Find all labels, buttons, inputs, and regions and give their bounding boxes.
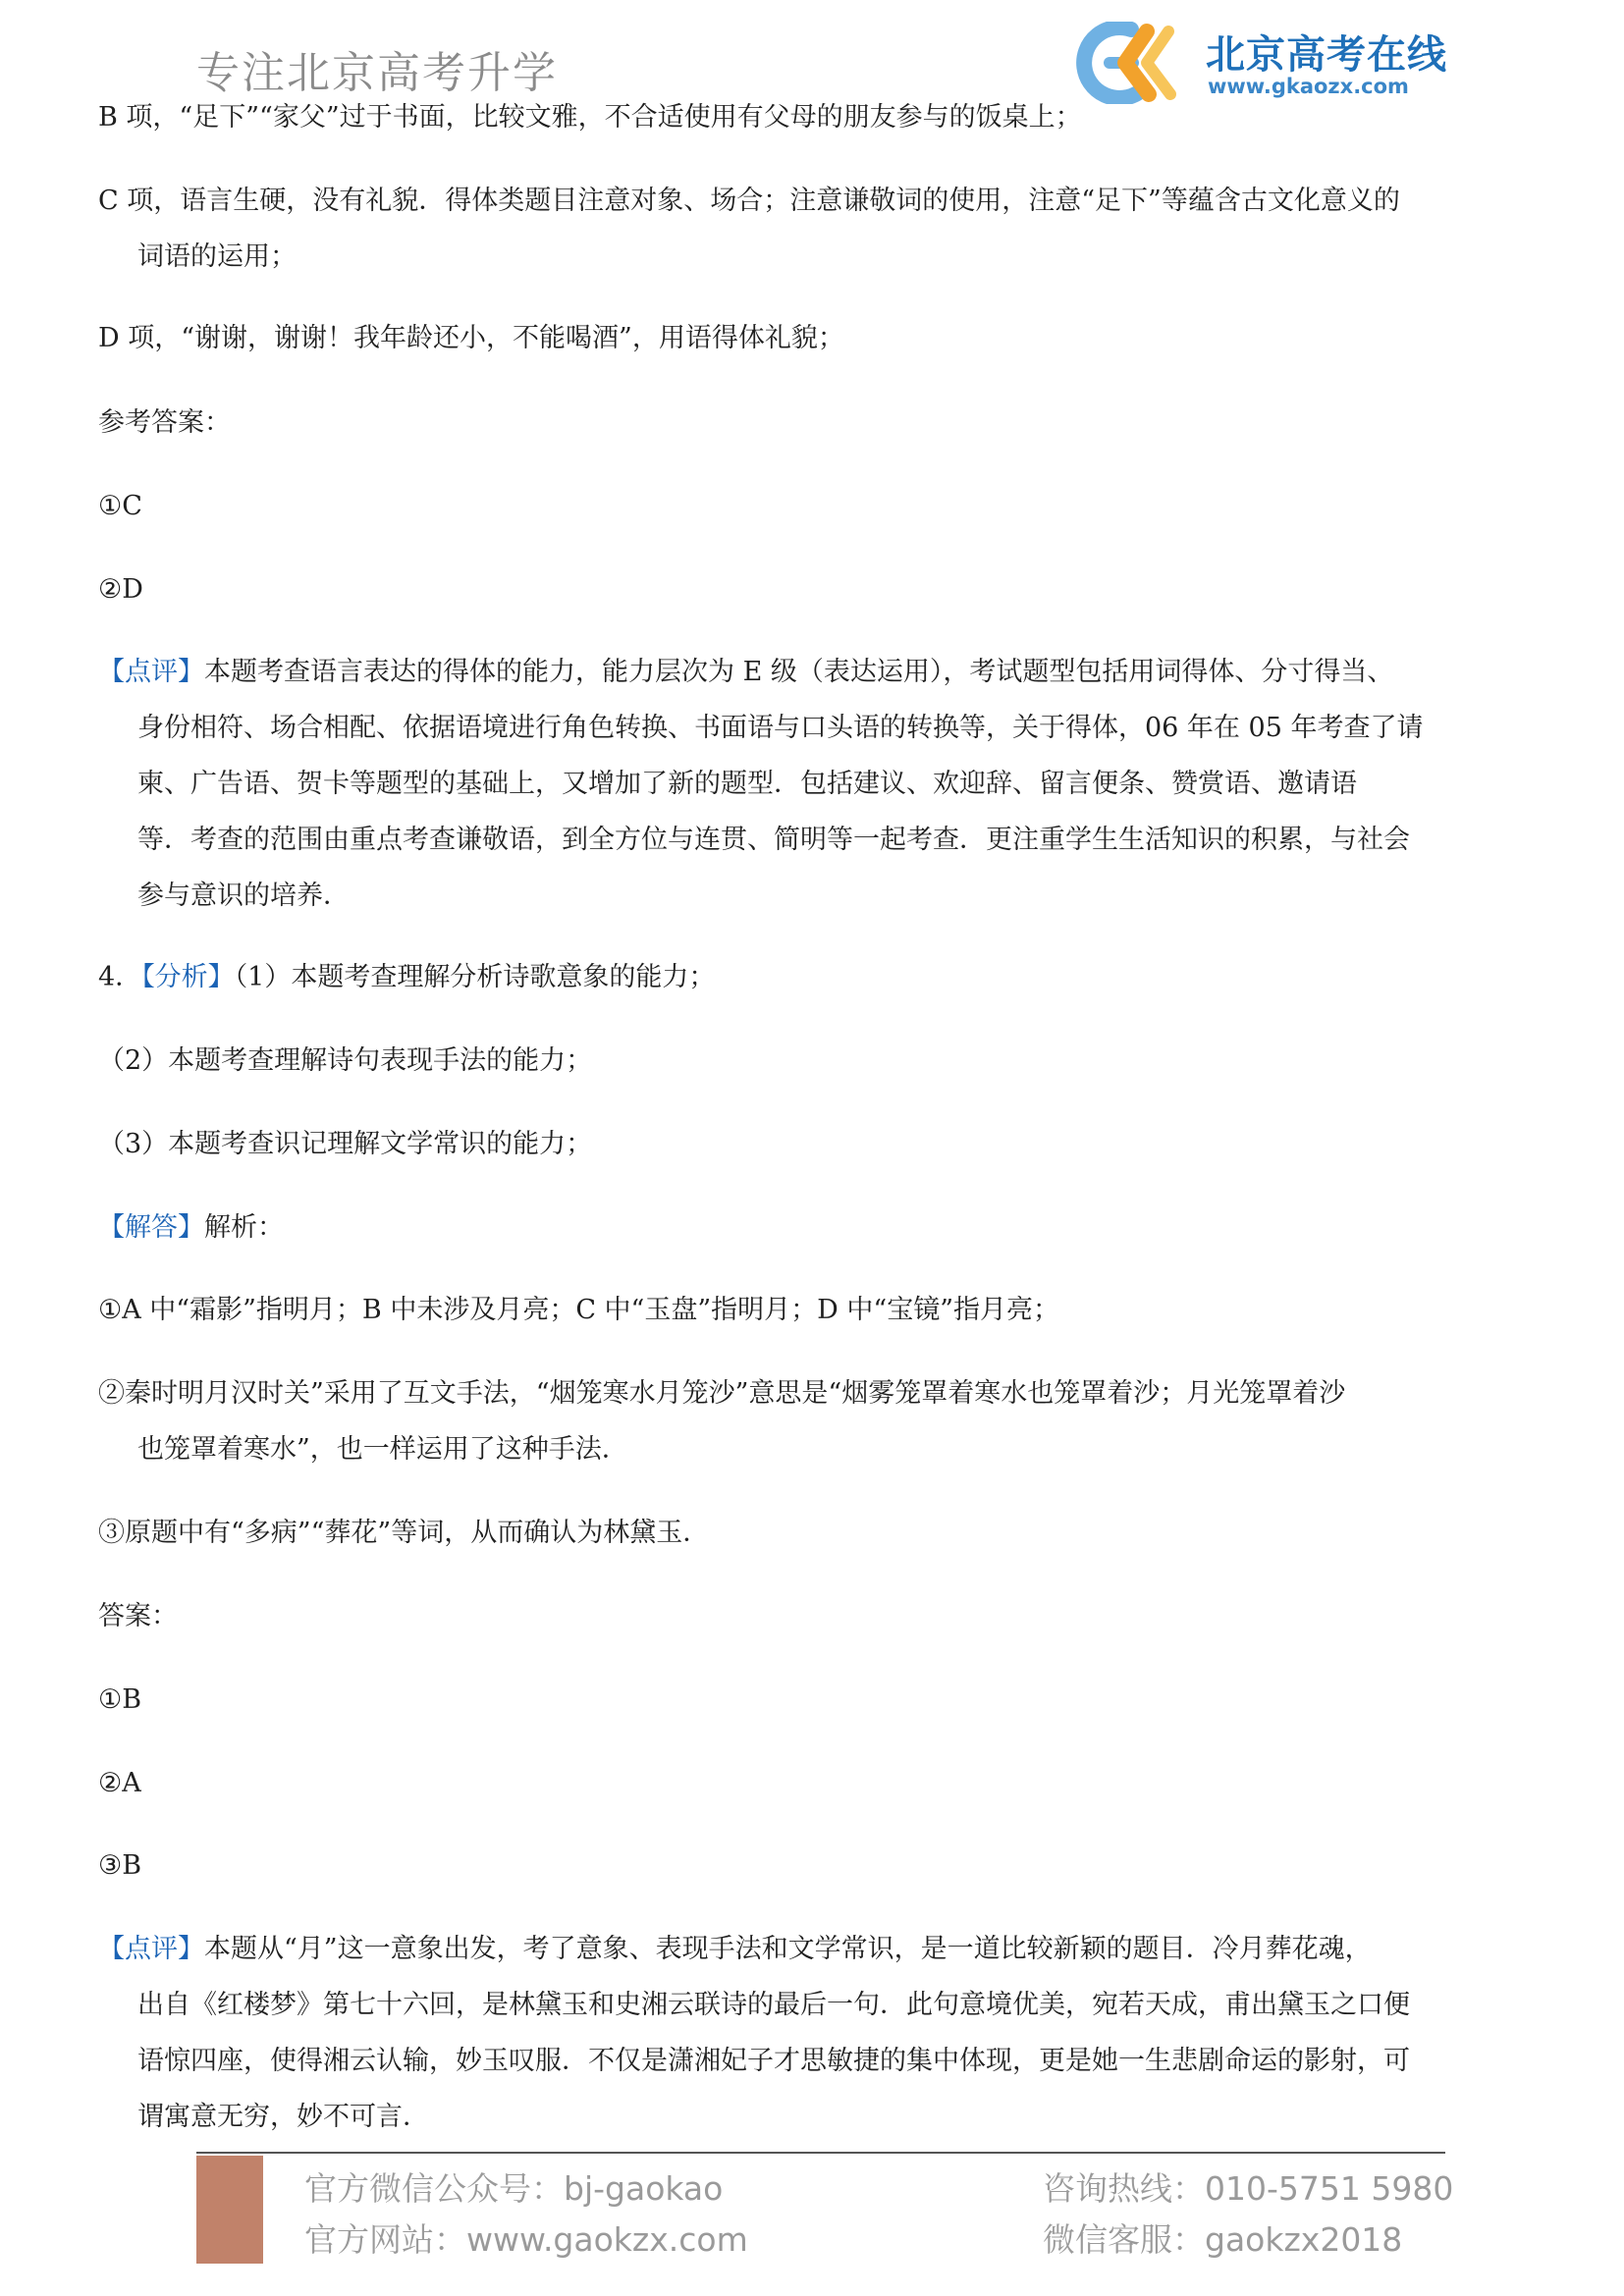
review-2 [98, 1921, 1532, 2145]
final-answer-1: ①B [98, 1684, 142, 1715]
review-1-line4: 等．考查的范围由重点考查谦敬语，到全方位与连贯、简明等一起考查．更注重学生生活知识的积累，与社会 [137, 825, 1410, 855]
logo-url: www.gkaozx.com [1208, 75, 1409, 98]
answer-heading [98, 1200, 1532, 1255]
logo-title: 北京高考在线 [1206, 32, 1447, 78]
option-c-text [98, 173, 1532, 285]
explanation-2-line2: 也笼罩着寒水”，也一样运用了这种手法． [137, 1434, 628, 1465]
answer-1: ①C [98, 491, 142, 521]
footer-divider [196, 2152, 1445, 2154]
review-2-line2: 出自《红楼梦》第七十六回，是林黛玉和史湘云联诗的最后一句．此句意境优美，宛若天成，甫出黛玉之口便 [137, 1990, 1410, 2020]
analysis-line3: （3）本题考查识记理解文学常识的能力； [98, 1129, 593, 1159]
review-1-line3: 柬、广告语、贺卡等题型的基础上，又增加了新的题型．包括建议、欢迎辞、留言便条、赞赏语、邀请语 [137, 769, 1357, 799]
review-tag: 【点评】 [98, 657, 204, 687]
explanation-1: ①A 中“霜影”指明月；B 中未涉及月亮；C 中“玉盘”指明月；D 中“宝镜”指月亮； [98, 1295, 1059, 1325]
review-1-line1: 本题考查语言表达的得体的能力，能力层次为 E 级（表达运用），考试题型包括用词得体、分寸得当、 [204, 657, 1394, 687]
footer-wechat-service[interactable]: 微信客服：gaokzx2018 [1043, 2220, 1403, 2259]
final-answer-3: ③B [98, 1850, 142, 1881]
review-1-line5: 参与意识的培养． [137, 881, 350, 911]
option-c-line2: 词语的运用； [137, 241, 297, 272]
explanation-2 [98, 1365, 1532, 1477]
explanation-2-line1: ②秦时明月汉时关”采用了互文手法，“烟笼寒水月笼沙”意思是“烟雾笼罩着寒水也笼罩着沙；月光笼罩着沙 [98, 1378, 1346, 1409]
review-2-line1: 本题从“月”这一意象出发，考了意象、表现手法和文学常识，是一道比较新颖的题目．冷月葬花魂， [204, 1934, 1372, 1964]
question-4-analysis [98, 949, 1532, 1005]
footer-accent-bar [196, 2156, 263, 2264]
review-1 [98, 644, 1532, 924]
answer-heading-label: 解析： [204, 1212, 284, 1243]
answer-tag: 【解答】 [98, 1212, 204, 1243]
analysis-tag: 【分析】 [141, 962, 235, 992]
analysis-line1: （1）本题考查理解分析诗歌意象的能力； [234, 962, 716, 992]
review-tag: 【点评】 [98, 1934, 204, 1964]
option-c-line1: C 项，语言生硬，没有礼貌．得体类题目注意对象、场合；注意谦敬词的使用，注意“足下”等蕴含古文化意义的 [98, 186, 1400, 216]
option-b-text: B 项，“足下”“家父”过于书面，比较文雅，不合适使用有父母的朋友参与的饭桌上； [98, 102, 1082, 133]
review-2-line4: 谓寓意无穷，妙不可言． [137, 2102, 429, 2132]
option-d-text: D 项，“谢谢，谢谢！我年龄还小，不能喝酒”，用语得体礼貌； [98, 323, 844, 353]
answer-label-2: 答案： [98, 1601, 178, 1631]
answer-2: ②D [98, 574, 143, 605]
header-slogan: 专注北京高考升学 [196, 48, 558, 98]
final-answer-2: ②A [98, 1768, 141, 1798]
footer-wechat-public[interactable]: 官方微信公众号：bj-gaokao [304, 2169, 724, 2208]
review-1-line2: 身份相符、场合相配、依据语境进行角色转换、书面语与口头语的转换等，关于得体，06 年在 05 年考查了请 [137, 713, 1424, 743]
footer-website[interactable]: 官方网站：www.gaokzx.com [304, 2220, 748, 2259]
footer-hotline[interactable]: 咨询热线：010-5751 5980 [1043, 2169, 1454, 2208]
review-2-line3: 语惊四座，使得湘云认输，妙玉叹服．不仅是潇湘妃子才思敏捷的集中体现，更是她一生悲剧命运的影射，可 [137, 2046, 1410, 2076]
reference-answer-label: 参考答案： [98, 407, 231, 438]
explanation-3: ③原题中有“多病”“葬花”等词，从而确认为林黛玉． [98, 1518, 710, 1548]
question-4-number: 4． [98, 962, 142, 992]
analysis-line2: （2）本题考查理解诗句表现手法的能力； [98, 1045, 593, 1076]
